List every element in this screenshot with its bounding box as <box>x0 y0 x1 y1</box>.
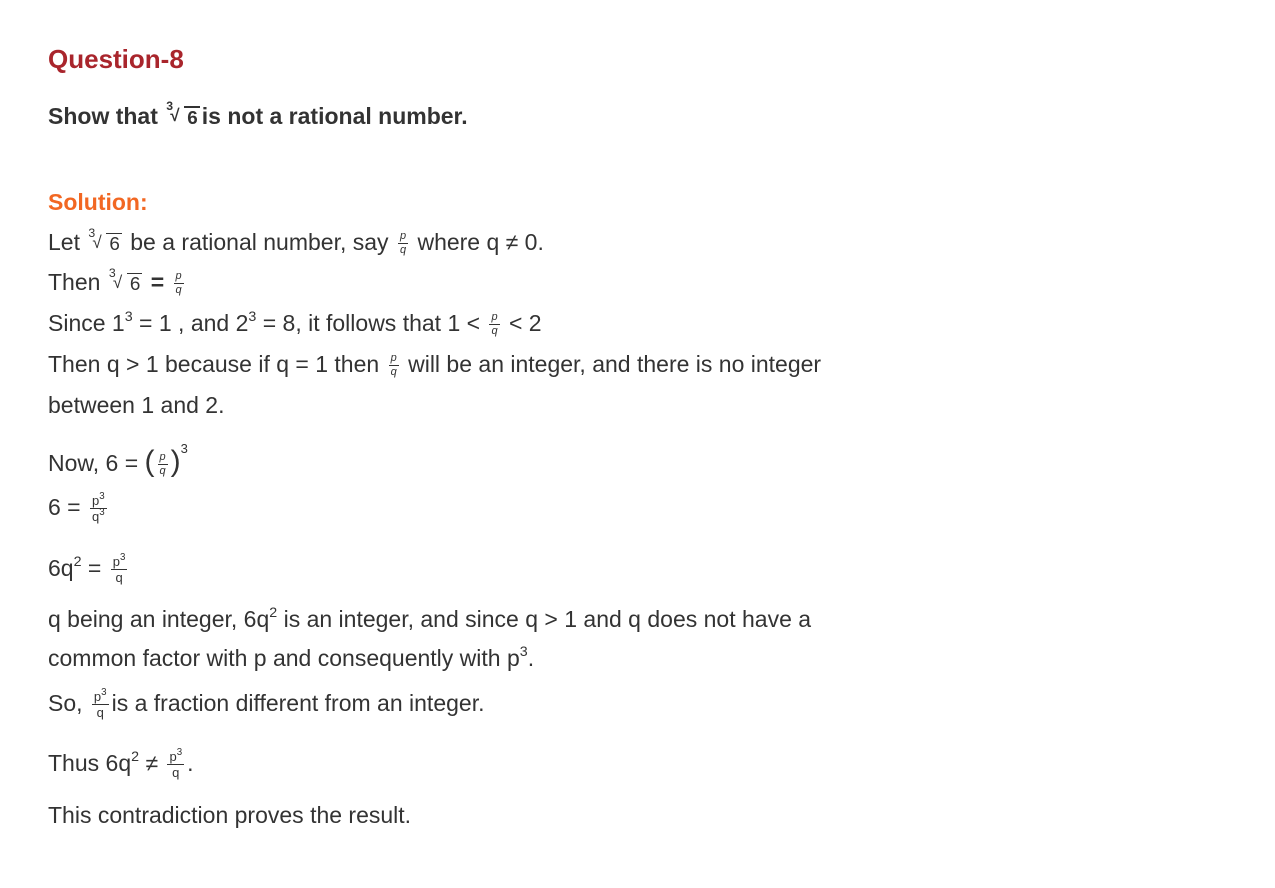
fraction-p-over-q <box>389 353 399 378</box>
fraction-denominator: q <box>491 325 498 338</box>
line-text: will be an integer, and there is no integer <box>408 351 822 377</box>
line-text: q being an integer, 6q <box>48 606 270 632</box>
exponent: 2 <box>131 749 140 766</box>
question-show-that: Show that <box>48 103 158 129</box>
exponent: 2 <box>73 554 82 571</box>
solution-line-6 <box>48 434 188 480</box>
root-radicand: 6 <box>184 106 200 128</box>
fraction-denominator: q <box>175 284 182 297</box>
exponent: 3 <box>99 507 105 519</box>
question-rest: is not a rational number. <box>201 103 468 129</box>
line-text: where q ≠ 0. <box>417 229 544 255</box>
period: . <box>187 750 194 776</box>
fraction-denominator: q <box>399 244 407 257</box>
radical-sign: √ <box>170 106 180 125</box>
root-index: 3 <box>166 99 174 113</box>
line-text: common factor with p and consequently with p <box>48 645 520 671</box>
exponent: 3 <box>101 687 107 699</box>
line-text: Thus 6q <box>48 750 132 776</box>
fraction-numerator <box>92 687 109 705</box>
solution-line-5: between 1 and 2. <box>48 392 225 418</box>
fraction-numerator: p <box>175 270 182 283</box>
exponent: 3 <box>180 441 188 456</box>
fraction-numerator: p <box>390 352 397 365</box>
solution-line-3 <box>48 308 542 338</box>
solution-line-13: This contradiction proves the result. <box>48 802 412 828</box>
solution-line-1 <box>48 227 544 257</box>
not-equal-sign: ≠ <box>145 750 159 776</box>
numerator-base: p <box>92 493 100 509</box>
numerator-base: p <box>112 554 120 570</box>
line-text: . <box>527 645 535 671</box>
exponent: 3 <box>124 309 133 326</box>
fraction-p-over-q <box>489 312 499 337</box>
line-text: is a fraction different from an integer. <box>111 690 485 716</box>
fraction-p3-over-q <box>167 747 184 781</box>
equals-sign: = <box>87 555 102 581</box>
solution-line-9 <box>48 604 811 634</box>
fraction-p-over-q <box>158 452 168 477</box>
solution-line-12 <box>48 748 194 779</box>
numerator-base: p <box>169 749 177 765</box>
exponent: 3 <box>119 552 126 564</box>
solution-label: Solution: <box>48 189 148 215</box>
fraction-numerator <box>90 491 107 509</box>
exponent: 3 <box>176 747 183 759</box>
line-text: 6 = <box>48 494 81 520</box>
fraction-numerator: p <box>399 230 407 243</box>
fraction-p-over-q <box>398 231 408 256</box>
radical-sign: √ <box>112 273 123 292</box>
cube-root <box>166 99 200 128</box>
denominator-base: q <box>92 509 100 525</box>
right-paren: ) <box>170 444 181 478</box>
solution-line-8 <box>48 553 130 584</box>
line-text: is an integer, and since q > 1 and q does not have a <box>277 606 812 632</box>
line-text: Then q > 1 because if q = 1 then <box>48 351 380 377</box>
fraction-denominator: q <box>96 705 104 721</box>
left-paren: ( <box>144 444 155 478</box>
solution-line-7 <box>48 492 110 523</box>
cube-root <box>108 266 143 294</box>
solution-line-10 <box>48 643 534 673</box>
fraction-p-over-q <box>174 271 184 296</box>
root-radicand: 6 <box>127 273 143 294</box>
line-text: Let <box>48 229 80 255</box>
root-index: 3 <box>108 266 116 280</box>
equals-sign: = <box>150 269 165 295</box>
line-text: = 1 , and 2 <box>132 310 249 336</box>
line-text: Since 1 <box>48 310 125 336</box>
numerator-base: p <box>93 689 102 705</box>
exponent: 3 <box>99 491 105 503</box>
exponent: 3 <box>519 644 528 661</box>
fraction-p3-over-q <box>92 687 109 721</box>
line-text: be a rational number, say <box>130 229 389 255</box>
fraction-denominator: q <box>390 366 397 379</box>
line-text: So, <box>48 690 83 716</box>
question-title: Question-8 <box>48 44 184 74</box>
fraction-denominator: q <box>115 570 123 586</box>
line-text: = 8, it follows that 1 < <box>256 310 481 336</box>
fraction-denominator: q <box>159 465 166 478</box>
line-text: Now, 6 = <box>48 450 139 476</box>
fraction-numerator: p <box>159 451 166 464</box>
solution-line-2 <box>48 267 187 297</box>
root-index: 3 <box>88 226 96 240</box>
radical-sign: √ <box>92 233 102 252</box>
line-text: < 2 <box>508 310 542 336</box>
exponent: 3 <box>248 309 257 326</box>
question-statement <box>48 99 468 130</box>
fraction-p3-over-q3 <box>90 491 107 525</box>
fraction-numerator <box>167 747 184 765</box>
line-text: Then <box>48 269 101 295</box>
exponent: 2 <box>269 605 278 622</box>
fraction-numerator <box>111 552 128 570</box>
root-radicand: 6 <box>106 233 122 254</box>
fraction-denominator: q <box>172 765 180 781</box>
solution-line-4 <box>48 349 821 379</box>
fraction-p3-over-q <box>111 552 128 586</box>
fraction-numerator: p <box>491 311 498 324</box>
cube-root <box>88 226 122 254</box>
line-text: 6q <box>48 555 74 581</box>
solution-line-11 <box>48 688 484 719</box>
fraction-denominator <box>90 507 107 525</box>
